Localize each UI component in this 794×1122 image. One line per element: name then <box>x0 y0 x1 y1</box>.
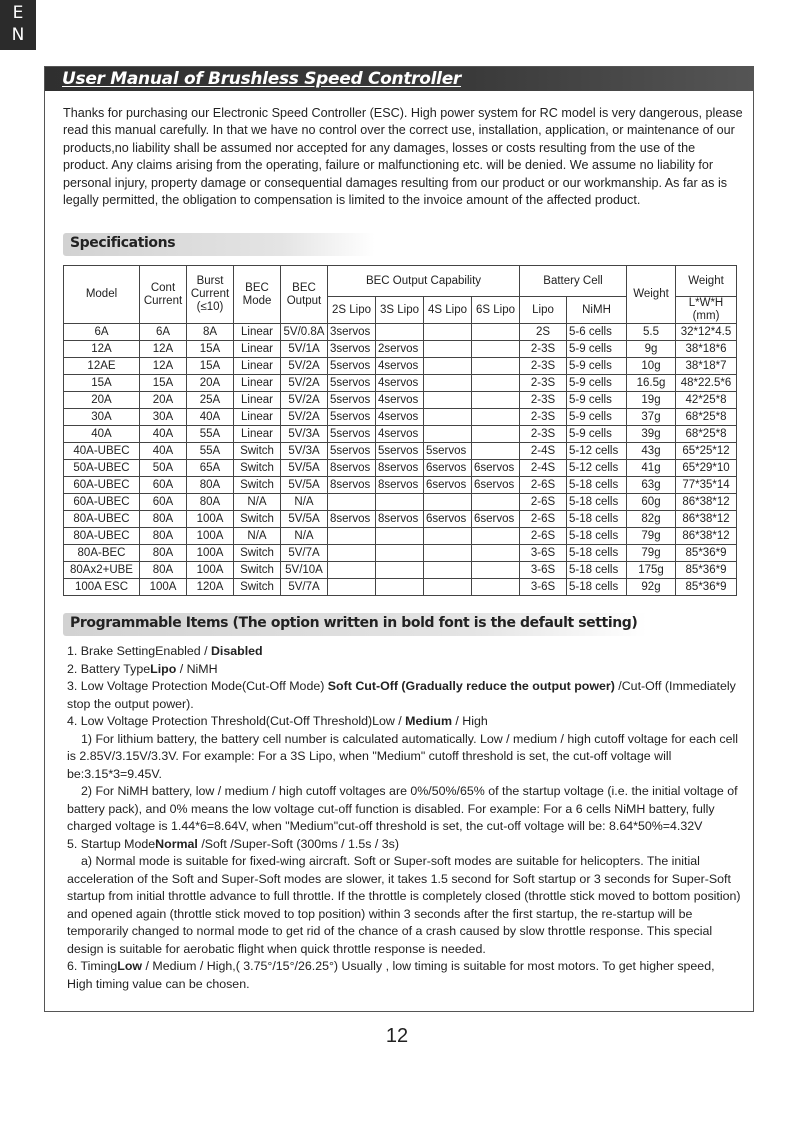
table-cell <box>472 324 520 341</box>
table-cell: 5V/7A <box>281 545 328 562</box>
table-cell: 48*22.5*6 <box>676 375 737 392</box>
manual-frame <box>44 66 754 1012</box>
table-cell: 5servos <box>424 443 472 460</box>
table-cell <box>328 545 376 562</box>
table-cell <box>472 409 520 426</box>
table-cell: 50A <box>140 460 187 477</box>
table-cell: 5V/10A <box>281 562 328 579</box>
table-cell: 80A-UBEC <box>64 528 140 545</box>
table-cell: Linear <box>234 375 281 392</box>
specifications-heading <box>63 233 375 256</box>
table-cell: N/A <box>234 494 281 511</box>
table-cell: 100A <box>187 562 234 579</box>
table-cell: 40A <box>187 409 234 426</box>
table-cell: 60g <box>627 494 676 511</box>
table-row <box>64 409 737 426</box>
table-cell: 4servos <box>376 392 424 409</box>
table-cell: 80Ax2+UBE <box>64 562 140 579</box>
table-cell: 8servos <box>328 477 376 494</box>
header-6s-lipo: 6S Lipo <box>472 297 520 324</box>
specifications-table <box>63 265 737 596</box>
table-cell: 3servos <box>328 324 376 341</box>
table-cell: 80A <box>140 511 187 528</box>
table-cell <box>376 324 424 341</box>
table-cell: 4servos <box>376 375 424 392</box>
table-cell: 85*36*9 <box>676 545 737 562</box>
table-cell: Switch <box>234 511 281 528</box>
table-cell: 60A <box>140 494 187 511</box>
table-cell: 5servos <box>328 375 376 392</box>
header-size: L*W*H (mm) <box>676 297 737 324</box>
table-cell: 12A <box>140 358 187 375</box>
table-cell: 60A <box>140 477 187 494</box>
table-cell: 55A <box>187 443 234 460</box>
table-cell: Switch <box>234 562 281 579</box>
table-cell: 5V/5A <box>281 477 328 494</box>
table-cell: 5V/3A <box>281 426 328 443</box>
table-cell: 5V/0.8A <box>281 324 328 341</box>
table-cell: 3servos <box>328 341 376 358</box>
table-cell: 40A <box>140 443 187 460</box>
table-cell: 5-12 cells <box>567 443 627 460</box>
table-row <box>64 511 737 528</box>
table-row <box>64 375 737 392</box>
table-cell: 68*25*8 <box>676 409 737 426</box>
table-cell: 2-4S <box>520 460 567 477</box>
header-battery-cell: Battery Cell <box>520 266 627 297</box>
table-cell <box>424 426 472 443</box>
table-cell: 77*35*14 <box>676 477 737 494</box>
header-weight: Weight <box>627 266 676 324</box>
table-cell: 100A <box>140 579 187 596</box>
table-cell: 40A <box>64 426 140 443</box>
table-cell: 175g <box>627 562 676 579</box>
table-cell: 82g <box>627 511 676 528</box>
table-cell: 50A-UBEC <box>64 460 140 477</box>
table-cell: 16.5g <box>627 375 676 392</box>
table-cell: 20A <box>187 375 234 392</box>
item-cutoff-mode: 3. Low Voltage Protection Mode(Cut-Off Mode) Soft Cut-Off (Gradually reduce the output power) /Cut-Off (Immediately stop the output power). <box>67 679 736 711</box>
table-cell: 12A <box>140 341 187 358</box>
table-cell: 5-9 cells <box>567 392 627 409</box>
table-cell <box>472 528 520 545</box>
table-row <box>64 579 737 596</box>
table-cell: 5-6 cells <box>567 324 627 341</box>
table-cell: 8A <box>187 324 234 341</box>
table-cell: 6servos <box>472 477 520 494</box>
table-cell: 5-9 cells <box>567 341 627 358</box>
table-cell: 6A <box>140 324 187 341</box>
header-burst-current: Burst Current (≤10) <box>187 266 234 324</box>
header-model: Model <box>64 266 140 324</box>
table-cell: 8servos <box>376 477 424 494</box>
table-cell: 2-3S <box>520 375 567 392</box>
table-cell: Switch <box>234 460 281 477</box>
table-cell: 65*25*12 <box>676 443 737 460</box>
table-cell <box>424 528 472 545</box>
table-cell: Linear <box>234 426 281 443</box>
table-cell: 25A <box>187 392 234 409</box>
intro-paragraph: Thanks for purchasing our Electronic Speed Controller (ESC). High power system for RC model is very dangerous, please read this manual carefully. In that we have no control over the correct use, installation, application, or maintenance of our products,no liability shall be assumed nor accepted for any damages, losses or costs resulting from the use of the product. Any claims arising from the operating, failure or malfunctioning etc. will be denied. We assume no liability for personal injury, property damage or consequential damages resulting from our product or our workmanship. As far as is legally permitted, the obligation to compensation is limited to the invoice amount of the affected product. <box>63 106 743 208</box>
table-cell: 80A <box>187 477 234 494</box>
table-cell: 80A <box>140 528 187 545</box>
table-cell: 5-9 cells <box>567 358 627 375</box>
table-cell: 80A <box>140 562 187 579</box>
table-cell: N/A <box>281 528 328 545</box>
table-cell: 5servos <box>328 358 376 375</box>
table-row <box>64 443 737 460</box>
table-cell: 8servos <box>328 511 376 528</box>
table-cell: 5-9 cells <box>567 426 627 443</box>
table-cell: Linear <box>234 392 281 409</box>
table-cell: 2S <box>520 324 567 341</box>
table-row <box>64 562 737 579</box>
page-number: 12 <box>385 1025 409 1047</box>
table-cell <box>424 375 472 392</box>
table-cell: Switch <box>234 477 281 494</box>
table-cell: Linear <box>234 324 281 341</box>
table-cell <box>472 545 520 562</box>
table-cell: 6servos <box>472 460 520 477</box>
table-cell: 41g <box>627 460 676 477</box>
table-cell: 2-6S <box>520 494 567 511</box>
table-cell <box>424 358 472 375</box>
table-cell: 5.5 <box>627 324 676 341</box>
specifications-table-body <box>64 324 737 596</box>
table-cell: 3-6S <box>520 545 567 562</box>
header-4s-lipo: 4S Lipo <box>424 297 472 324</box>
table-cell: 2-3S <box>520 409 567 426</box>
header-bec-capability: BEC Output Capability <box>328 266 520 297</box>
table-cell: 12A <box>64 341 140 358</box>
table-cell: 19g <box>627 392 676 409</box>
table-cell <box>472 392 520 409</box>
table-cell: 86*38*12 <box>676 494 737 511</box>
table-cell: 5servos <box>328 426 376 443</box>
table-cell: 85*36*9 <box>676 579 737 596</box>
table-cell <box>376 494 424 511</box>
table-cell <box>328 494 376 511</box>
table-cell: 100A ESC <box>64 579 140 596</box>
item-brake-setting: 1. Brake SettingEnabled / Disabled <box>67 644 263 658</box>
header-lipo: Lipo <box>520 297 567 324</box>
table-cell: 5V/5A <box>281 511 328 528</box>
table-cell <box>472 375 520 392</box>
table-cell: 60A-UBEC <box>64 494 140 511</box>
table-cell <box>424 324 472 341</box>
table-cell: 5V/2A <box>281 375 328 392</box>
table-cell: 65A <box>187 460 234 477</box>
table-cell <box>328 528 376 545</box>
table-cell <box>424 341 472 358</box>
table-cell: 15A <box>140 375 187 392</box>
language-letter-1: E <box>12 3 24 23</box>
table-cell: 15A <box>187 341 234 358</box>
table-cell: Linear <box>234 409 281 426</box>
table-row <box>64 460 737 477</box>
table-cell: 2-3S <box>520 341 567 358</box>
table-cell: 100A <box>187 528 234 545</box>
table-cell: 42*25*8 <box>676 392 737 409</box>
table-cell: 68*25*8 <box>676 426 737 443</box>
header-2s-lipo: 2S Lipo <box>328 297 376 324</box>
table-cell: 6servos <box>424 477 472 494</box>
table-cell: 5V/2A <box>281 409 328 426</box>
table-cell: 5-9 cells <box>567 375 627 392</box>
table-cell <box>424 494 472 511</box>
table-row <box>64 341 737 358</box>
table-cell: 3-6S <box>520 562 567 579</box>
table-cell: 5V/1A <box>281 341 328 358</box>
table-cell: 79g <box>627 528 676 545</box>
language-tab <box>0 0 36 50</box>
table-cell: 5V/2A <box>281 358 328 375</box>
language-letter-2: N <box>11 25 25 45</box>
table-cell: 2-6S <box>520 528 567 545</box>
table-cell <box>472 426 520 443</box>
table-cell: 5servos <box>328 392 376 409</box>
table-cell: 2-3S <box>520 358 567 375</box>
table-cell: 5V/2A <box>281 392 328 409</box>
table-cell: 15A <box>64 375 140 392</box>
table-cell: 86*38*12 <box>676 511 737 528</box>
table-cell: 79g <box>627 545 676 562</box>
table-cell: 9g <box>627 341 676 358</box>
table-cell: N/A <box>234 528 281 545</box>
table-row <box>64 477 737 494</box>
table-cell: 30A <box>140 409 187 426</box>
table-row <box>64 358 737 375</box>
item-cutoff-nimh: 2) For NiMH battery, low / medium / high cutoff voltages are 0%/50%/65% of the startup voltage (i.e. the initial voltage of battery pack), and 0% means the low voltage cut-off function is disabled. For example: For a 6 cells NiMH battery, fully charged voltage is 1.44*6=8.64V, when "Medium"cut-off threshold is set, the cut-off voltage will be: 8.64*50%=4.32V <box>67 784 738 833</box>
table-cell: 5-18 cells <box>567 494 627 511</box>
table-cell: 2-3S <box>520 426 567 443</box>
table-cell: Switch <box>234 443 281 460</box>
table-cell: 5servos <box>376 443 424 460</box>
table-row <box>64 426 737 443</box>
table-cell <box>472 443 520 460</box>
header-bec-mode: BEC Mode <box>234 266 281 324</box>
table-cell: 80A <box>187 494 234 511</box>
table-cell: 80A-UBEC <box>64 511 140 528</box>
table-cell: 6servos <box>472 511 520 528</box>
table-row <box>64 324 737 341</box>
title-bar <box>45 67 753 91</box>
table-cell: 37g <box>627 409 676 426</box>
table-cell: 38*18*6 <box>676 341 737 358</box>
table-cell: 100A <box>187 511 234 528</box>
specifications-heading-text: Specifications <box>70 235 176 251</box>
page-title: User Manual of Brushless Speed Controller <box>62 69 462 89</box>
table-cell <box>376 528 424 545</box>
table-cell: 5servos <box>328 443 376 460</box>
table-cell: 120A <box>187 579 234 596</box>
header-bec-output: BEC Output <box>281 266 328 324</box>
table-cell: 100A <box>187 545 234 562</box>
header-cont-current: Cont Current <box>140 266 187 324</box>
item-timing: 6. TimingLow / Medium / High,( 3.75°/15°/26.25°) Usually , low timing is suitable for most motors. To get higher speed, High timing value can be chosen. <box>67 959 715 991</box>
table-cell: 80A <box>140 545 187 562</box>
item-startup-mode: 5. Startup ModeNormal /Soft /Super-Soft (300ms / 1.5s / 3s) <box>67 836 399 851</box>
table-row <box>64 528 737 545</box>
table-cell: 5-18 cells <box>567 477 627 494</box>
table-cell <box>376 545 424 562</box>
table-cell: 2-4S <box>520 443 567 460</box>
table-cell: 85*36*9 <box>676 562 737 579</box>
table-cell: 2-6S <box>520 511 567 528</box>
table-cell: N/A <box>281 494 328 511</box>
table-cell <box>472 341 520 358</box>
table-cell: 5V/5A <box>281 460 328 477</box>
table-cell: 2-6S <box>520 477 567 494</box>
table-cell: 6servos <box>424 511 472 528</box>
table-cell: 30A <box>64 409 140 426</box>
table-cell <box>328 562 376 579</box>
table-cell <box>424 409 472 426</box>
table-cell: 2servos <box>376 341 424 358</box>
table-cell: Switch <box>234 579 281 596</box>
table-cell: 4servos <box>376 426 424 443</box>
table-cell: 5-18 cells <box>567 579 627 596</box>
table-cell: 5V/7A <box>281 579 328 596</box>
table-cell: Switch <box>234 545 281 562</box>
table-cell: 4servos <box>376 409 424 426</box>
table-cell <box>376 562 424 579</box>
item-cutoff-lithium: 1) For lithium battery, the battery cell number is calculated automatically. Low / medium / high cutoff voltage for each cell is 2.85V/3.15V/3.3V. For example: For a 3S Lipo, when "Medium" cutoff threshold is set, the cut-off voltage will be:3.15*3=9.45V. <box>67 731 739 781</box>
table-cell <box>328 579 376 596</box>
table-cell: 5servos <box>328 409 376 426</box>
table-cell <box>472 562 520 579</box>
table-cell <box>376 579 424 596</box>
table-cell: 60A-UBEC <box>64 477 140 494</box>
table-cell <box>424 545 472 562</box>
table-cell <box>472 358 520 375</box>
table-cell: 55A <box>187 426 234 443</box>
table-cell: 39g <box>627 426 676 443</box>
table-cell: 20A <box>64 392 140 409</box>
header-3s-lipo: 3S Lipo <box>376 297 424 324</box>
table-cell: 8servos <box>328 460 376 477</box>
item-startup-description: a) Normal mode is suitable for fixed-wing aircraft. Soft or Super-soft modes are suitable for helicopters. The initial acceleration of the Soft and Super-Soft modes are slower, it takes 1.5 second for Soft startup or 3 seconds for Super-Soft startup from initial throttle advance to full throttle. If the throttle is completely closed (throttle stick moved to bottom position) and opened again (throttle stick moved to top position) within 3 seconds after the first startup, the re-startup will be temporarily changed to normal mode to get rid of the chance of a crash caused by slow throttle response. This special design is suitable for aerobatic flight when quick throttle response is needed. <box>67 854 741 956</box>
programmable-heading <box>63 613 647 636</box>
table-cell: 43g <box>627 443 676 460</box>
table-cell: 10g <box>627 358 676 375</box>
table-row <box>64 545 737 562</box>
table-cell: 6servos <box>424 460 472 477</box>
table-cell: 8servos <box>376 511 424 528</box>
table-cell: 5-18 cells <box>567 528 627 545</box>
table-cell: 92g <box>627 579 676 596</box>
table-cell: 5-18 cells <box>567 511 627 528</box>
table-cell: 5-9 cells <box>567 409 627 426</box>
table-row <box>64 494 737 511</box>
table-cell: 4servos <box>376 358 424 375</box>
table-cell: 32*12*4.5 <box>676 324 737 341</box>
table-cell: Linear <box>234 358 281 375</box>
table-cell: 65*29*10 <box>676 460 737 477</box>
item-cutoff-threshold: 4. Low Voltage Protection Threshold(Cut-Off Threshold)Low / Medium / High <box>67 714 488 728</box>
table-cell: 3-6S <box>520 579 567 596</box>
table-cell: 20A <box>140 392 187 409</box>
table-cell: 40A-UBEC <box>64 443 140 460</box>
programmable-heading-text: Programmable Items (The option written in bold font is the default setting) <box>70 615 638 631</box>
header-size-label: Weight <box>676 266 737 297</box>
table-cell: 63g <box>627 477 676 494</box>
table-cell: 6A <box>64 324 140 341</box>
table-row <box>64 392 737 409</box>
table-cell: 5-18 cells <box>567 545 627 562</box>
table-cell <box>472 494 520 511</box>
table-cell: 38*18*7 <box>676 358 737 375</box>
header-nimh: NiMH <box>567 297 627 324</box>
programmable-items <box>67 643 743 993</box>
table-cell <box>472 579 520 596</box>
table-cell: 86*38*12 <box>676 528 737 545</box>
table-cell: 2-3S <box>520 392 567 409</box>
table-cell: 5V/3A <box>281 443 328 460</box>
table-cell: 5-18 cells <box>567 562 627 579</box>
table-cell <box>424 562 472 579</box>
table-cell: 5-12 cells <box>567 460 627 477</box>
item-battery-type: 2. Battery TypeLipo / NiMH <box>67 661 218 676</box>
table-cell: 80A-BEC <box>64 545 140 562</box>
table-cell: 8servos <box>376 460 424 477</box>
table-cell <box>424 579 472 596</box>
table-cell <box>424 392 472 409</box>
table-cell: 12AE <box>64 358 140 375</box>
table-cell: 15A <box>187 358 234 375</box>
table-cell: Linear <box>234 341 281 358</box>
table-cell: 40A <box>140 426 187 443</box>
